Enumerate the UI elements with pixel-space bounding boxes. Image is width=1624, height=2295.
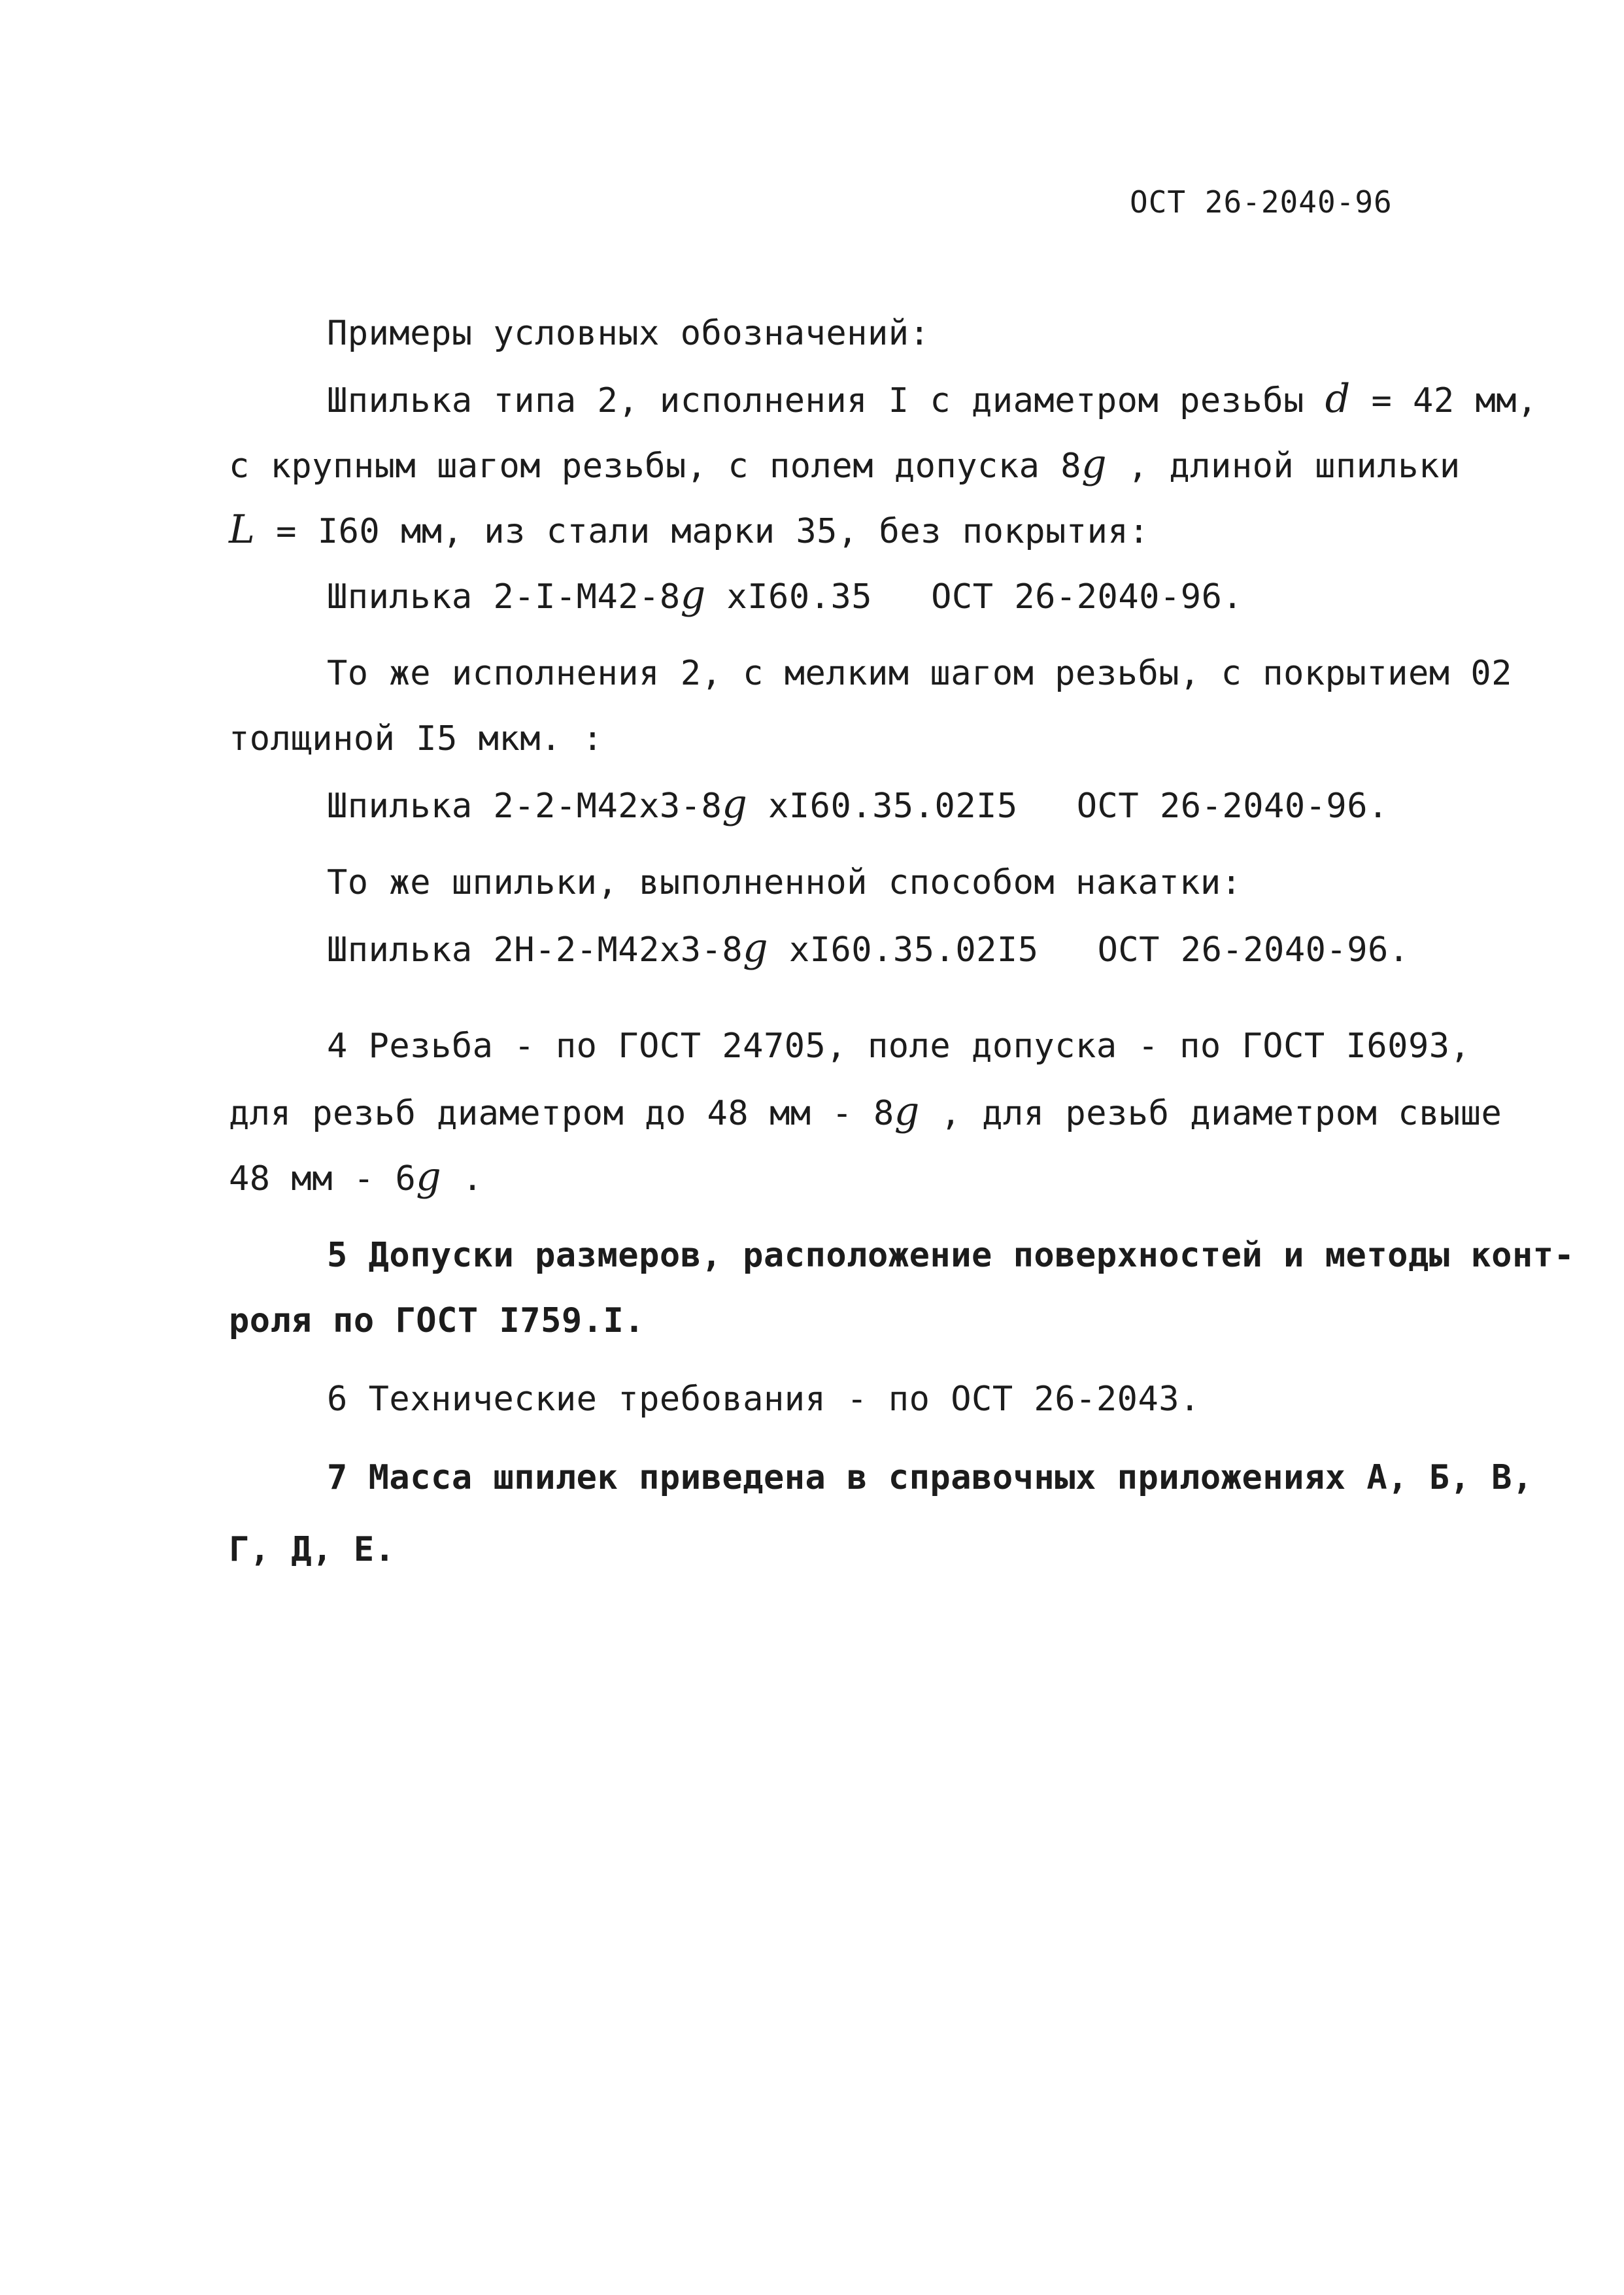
tolerance-symbol: g (1081, 441, 1107, 487)
tolerance-symbol: g (743, 925, 769, 971)
text-fragment: . (441, 1159, 483, 1198)
example1-designation (327, 572, 1243, 618)
item4-line2 (229, 1089, 1502, 1134)
tolerance-symbol: g (722, 781, 748, 827)
item7-line1: 7 Масса шпилек приведена в справочных приложениях А, Б, В, (327, 1458, 1533, 1497)
designation-text: Шпилька 2-I-М42-8 (327, 577, 681, 617)
example3-designation (327, 925, 1410, 971)
symbol-d: d (1325, 376, 1351, 422)
designation-text: хI60.35.02I5 (747, 787, 1018, 826)
item7-line2: Г, Д, Е. (229, 1530, 396, 1569)
tolerance-symbol: g (894, 1089, 920, 1134)
text-fragment: для резьб диаметром до 48 мм - 8 (229, 1094, 894, 1133)
tolerance-symbol: g (680, 572, 706, 618)
text-fragment: 48 мм - 6 (229, 1159, 416, 1198)
text-fragment: Шпилька типа 2, исполнения I с диаметром резьбы (327, 381, 1325, 420)
document-code: ОСТ 26-2040-96 (1130, 184, 1393, 220)
example1-line2 (229, 441, 1461, 487)
item4-line1: 4 Резьба - по ГОСТ 24705, поле допуска - по ГОСТ I6093, (327, 1027, 1471, 1066)
designation-text: хI60.35.02I5 (768, 930, 1039, 970)
example2-line1: То же исполнения 2, с мелким шагом резьбы, с покрытием 02 (327, 654, 1512, 693)
designation-text: Шпилька 2-2-М42х3-8 (327, 787, 722, 826)
item5-line2: роля по ГОСТ I759.I. (229, 1301, 645, 1340)
designation-standard: ОСТ 26-2040-96. (1076, 787, 1389, 826)
designation-text: Шпилька 2Н-2-М42х3-8 (327, 930, 743, 970)
example1-line3 (229, 507, 1150, 552)
examples-heading: Примеры условных обозначений: (327, 314, 930, 353)
designation-standard: ОСТ 26-2040-96. (931, 577, 1243, 617)
text-fragment: , длиной шпильки (1107, 447, 1461, 486)
designation-standard: ОСТ 26-2040-96. (1097, 930, 1410, 970)
text-fragment: = I60 мм, из стали марки 35, без покрытия: (255, 512, 1150, 551)
example2-line2: толщиной I5 мкм. : (229, 719, 603, 758)
item4-line3 (229, 1154, 483, 1200)
text-fragment: , для резьб диаметром свыше (919, 1094, 1502, 1133)
item6-line1: 6 Технические требования - по ОСТ 26-2043. (327, 1380, 1200, 1419)
text-fragment: = 42 мм, (1350, 381, 1538, 420)
example1-line1 (327, 376, 1538, 422)
text-fragment: с крупным шагом резьбы, с полем допуска 8 (229, 447, 1082, 486)
example2-designation (327, 781, 1389, 827)
designation-text: хI60.35 (705, 577, 873, 617)
item5-line1: 5 Допуски размеров, расположение поверхностей и методы конт- (327, 1236, 1575, 1275)
tolerance-symbol: g (416, 1154, 442, 1200)
example3-line1: То же шпильки, выполненной способом накатки: (327, 863, 1242, 902)
symbol-l: L (229, 507, 256, 552)
